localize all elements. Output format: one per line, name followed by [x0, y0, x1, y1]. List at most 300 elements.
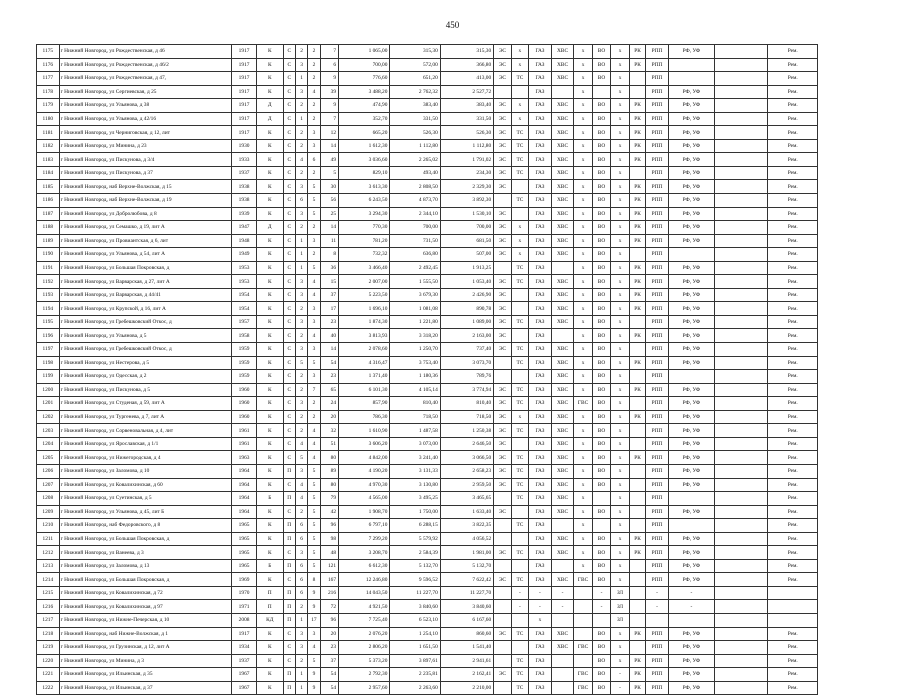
cell-rf-uf: РФ, УФ	[668, 234, 714, 248]
cell-rk: РК	[629, 112, 645, 126]
cell-living-area: 3 241,40	[390, 451, 440, 465]
cell-wall-material-code: П	[256, 600, 283, 614]
cell-private-area: 3 822,35	[440, 519, 493, 533]
cell-type-code: П	[283, 600, 295, 614]
cell-waste: х	[611, 654, 629, 668]
cell-address: г Нижний Новгород, ул Ильинская, д 35	[59, 668, 232, 682]
cell-living-area: 3 131,33	[390, 464, 440, 478]
cell-address: г Нижний Новгород, ул Пискунова, д 37	[59, 166, 232, 180]
cell-living-area: 1 180,36	[390, 370, 440, 384]
cell-heat	[511, 302, 528, 316]
cell-type-code: П	[283, 492, 295, 506]
cell-rpp: РПП	[646, 532, 669, 546]
cell-floors: 3	[308, 315, 320, 329]
cell-private-area: 5 132,70	[440, 559, 493, 573]
cell-rf-uf: РФ, УФ	[668, 627, 714, 641]
cell-wall-material-code: К	[256, 573, 283, 587]
cell-year-built: 1957	[232, 315, 257, 329]
cell-elec: ЭС	[494, 343, 511, 357]
cell-apartments: 12	[320, 126, 338, 140]
cell-apartments: 167	[320, 573, 338, 587]
cell-row-number: 1180	[37, 112, 60, 126]
cell-heat	[511, 180, 528, 194]
table-row	[37, 126, 818, 140]
cell-repair-mark: Рем.	[768, 126, 818, 140]
cell-apartments: 11	[320, 234, 338, 248]
cell-elec: ЭС	[494, 329, 511, 343]
cell-elec: ЭС	[494, 248, 511, 262]
cell-floors: 4	[308, 437, 320, 451]
cell-entrances: 2	[295, 302, 307, 316]
cell-row-number: 1179	[37, 99, 60, 113]
cell-elec	[494, 600, 511, 614]
cell-rpp: -	[646, 586, 669, 600]
cell-total-area: 776,60	[339, 72, 390, 86]
table-row	[37, 668, 818, 682]
cell-rpp: РПП	[646, 153, 669, 167]
cell-rk: РК	[629, 681, 645, 695]
cell-floors: 5	[308, 492, 320, 506]
cell-type-code: П	[283, 586, 295, 600]
cell-wall-material-code: К	[256, 464, 283, 478]
cell-entrances: 2	[295, 410, 307, 424]
cell-row-number: 1190	[37, 248, 60, 262]
cell-row-number: 1206	[37, 464, 60, 478]
cell-rpp: РПП	[646, 437, 669, 451]
cell-type-code: П	[283, 668, 295, 682]
cell-cold-water: ХВС	[551, 478, 574, 492]
cell-address: г Нижний Новгород, ул Ильинская, д 37	[59, 681, 232, 695]
cell-floors: 4	[308, 451, 320, 465]
cell-wall-material-code: К	[256, 153, 283, 167]
cell-rk	[629, 397, 645, 411]
cell-rk: РК	[629, 194, 645, 208]
cell-spare	[715, 681, 768, 695]
cell-rpp: РПП	[646, 505, 669, 519]
cell-private-area: 789,76	[440, 370, 493, 384]
cell-waste: х	[611, 532, 629, 546]
cell-rpp: РПП	[646, 207, 669, 221]
cell-repair-mark: Рем.	[768, 329, 818, 343]
cell-year-built: 1958	[232, 329, 257, 343]
cell-wall-material-code: К	[256, 478, 283, 492]
cell-address: г Нижний Новгород, ул Минина, д 3	[59, 654, 232, 668]
cell-type-code: С	[283, 451, 295, 465]
cell-rpp: РПП	[646, 343, 669, 357]
cell-wall-material-code: К	[256, 668, 283, 682]
cell-elec: ЭС	[494, 383, 511, 397]
cell-gas: х	[529, 613, 552, 627]
cell-address: г Нижний Новгород, ул Рождественская, д 47,	[59, 72, 232, 86]
cell-rf-uf: РФ, УФ	[668, 424, 714, 438]
cell-floors: 2	[308, 99, 320, 113]
cell-apartments: 20	[320, 627, 338, 641]
cell-total-area: 3 606,20	[339, 437, 390, 451]
cell-heat: ТС	[511, 478, 528, 492]
cell-elec: ЭС	[494, 315, 511, 329]
cell-cold-water: -	[551, 586, 574, 600]
cell-heat	[511, 207, 528, 221]
cell-private-area: 2 527,72	[440, 85, 493, 99]
cell-year-built: 1917	[232, 45, 257, 59]
cell-entrances: 2	[295, 221, 307, 235]
cell-rf-uf: -	[668, 586, 714, 600]
cell-type-code: С	[283, 478, 295, 492]
cell-private-area: 3 774,94	[440, 383, 493, 397]
cell-sewer: ВО	[592, 343, 610, 357]
cell-rk: РК	[629, 383, 645, 397]
cell-spare	[715, 519, 768, 533]
cell-entrances: 2	[295, 166, 307, 180]
cell-private-area: 234,30	[440, 166, 493, 180]
cell-entrances: 3	[295, 275, 307, 289]
cell-spare	[715, 180, 768, 194]
cell-rf-uf: РФ, УФ	[668, 85, 714, 99]
cell-cold-water: ХВС	[551, 302, 574, 316]
cell-spare	[715, 613, 768, 627]
cell-hot-water: х	[574, 72, 592, 86]
cell-hot-water: х	[574, 288, 592, 302]
cell-total-area: 4 316,47	[339, 356, 390, 370]
cell-hot-water: х	[574, 180, 592, 194]
cell-elec: ЭС	[494, 99, 511, 113]
cell-rk	[629, 505, 645, 519]
cell-spare	[715, 654, 768, 668]
cell-repair-mark: Рем.	[768, 343, 818, 357]
cell-private-area: 366,80	[440, 58, 493, 72]
cell-address: г Нижний Новгород, ул Добролюбова, д 8	[59, 207, 232, 221]
cell-spare	[715, 139, 768, 153]
cell-cold-water	[551, 329, 574, 343]
cell-rpp: РПП	[646, 356, 669, 370]
cell-apartments: 25	[320, 207, 338, 221]
cell-hot-water: х	[574, 505, 592, 519]
cell-floors: 5	[308, 505, 320, 519]
cell-wall-material-code: К	[256, 627, 283, 641]
table-row	[37, 437, 818, 451]
cell-cold-water	[551, 613, 574, 627]
cell-wall-material-code: К	[256, 383, 283, 397]
cell-spare	[715, 261, 768, 275]
cell-floors: 5	[308, 261, 320, 275]
cell-address: г Нижний Новгород, ул Заломова, д 10	[59, 464, 232, 478]
cell-sewer: ВО	[592, 505, 610, 519]
cell-floors: 4	[308, 275, 320, 289]
cell-cold-water: ХВС	[551, 356, 574, 370]
cell-floors: 5	[308, 654, 320, 668]
cell-apartments: 30	[320, 180, 338, 194]
cell-repair-mark: Рем.	[768, 573, 818, 587]
cell-rf-uf: РФ, УФ	[668, 478, 714, 492]
cell-floors: 9	[308, 668, 320, 682]
cell-repair-mark: Рем.	[768, 627, 818, 641]
cell-cold-water	[551, 519, 574, 533]
cell-living-area: 3 130,80	[390, 478, 440, 492]
cell-type-code: С	[283, 546, 295, 560]
cell-rpp: РПП	[646, 139, 669, 153]
cell-total-area: 4 842,00	[339, 451, 390, 465]
cell-row-number: 1210	[37, 519, 60, 533]
cell-repair-mark: Рем.	[768, 424, 818, 438]
cell-heat: ТС	[511, 126, 528, 140]
cell-entrances: 3	[295, 315, 307, 329]
cell-address: г Нижний Новгород, ул Пискунова, д 5	[59, 383, 232, 397]
cell-row-number: 1214	[37, 573, 60, 587]
cell-total-area: 7 299,20	[339, 532, 390, 546]
cell-address: г Нижний Новгород, ул Ковалихинская, д 97	[59, 600, 232, 614]
cell-elec: ЭС	[494, 478, 511, 492]
cell-row-number: 1188	[37, 221, 60, 235]
cell-apartments: 56	[320, 194, 338, 208]
cell-spare	[715, 356, 768, 370]
cell-rf-uf: РФ, УФ	[668, 288, 714, 302]
cell-apartments: 7	[320, 112, 338, 126]
cell-wall-material-code: К	[256, 519, 283, 533]
cell-floors: 2	[308, 45, 320, 59]
cell-rf-uf: РФ, УФ	[668, 221, 714, 235]
cell-waste: х	[611, 315, 629, 329]
cell-row-number: 1216	[37, 600, 60, 614]
cell-type-code: С	[283, 370, 295, 384]
cell-year-built: 1917	[232, 126, 257, 140]
table-row	[37, 532, 818, 546]
cell-apartments: 54	[320, 681, 338, 695]
cell-entrances: 1	[295, 112, 307, 126]
cell-floors: 3	[308, 139, 320, 153]
cell-rf-uf: РФ, УФ	[668, 641, 714, 655]
cell-sewer: ВО	[592, 180, 610, 194]
cell-living-area: 1 221,80	[390, 315, 440, 329]
table-row	[37, 356, 818, 370]
cell-row-number: 1192	[37, 275, 60, 289]
cell-elec: ЭС	[494, 288, 511, 302]
cell-cold-water: ХВС	[551, 166, 574, 180]
cell-wall-material-code: К	[256, 302, 283, 316]
cell-gas: ГАЗ	[529, 72, 552, 86]
cell-sewer: ВО	[592, 248, 610, 262]
cell-wall-material-code: К	[256, 261, 283, 275]
cell-sewer: ВО	[592, 275, 610, 289]
cell-repair-mark: Рем.	[768, 437, 818, 451]
cell-floors: 4	[308, 641, 320, 655]
cell-floors: 3	[308, 302, 320, 316]
cell-repair-mark: Рем.	[768, 166, 818, 180]
cell-rk	[629, 600, 645, 614]
cell-cold-water	[551, 261, 574, 275]
cell-floors: 2	[308, 410, 320, 424]
cell-type-code: С	[283, 234, 295, 248]
cell-living-area: 1 750,00	[390, 505, 440, 519]
cell-row-number: 1184	[37, 166, 60, 180]
cell-address: г Нижний Новгород, ул Рождественская, д 46	[59, 45, 232, 59]
cell-private-area: 3 465,65	[440, 492, 493, 506]
cell-wall-material-code: К	[256, 58, 283, 72]
cell-wall-material-code: К	[256, 207, 283, 221]
cell-row-number: 1194	[37, 302, 60, 316]
cell-sewer: ВО	[592, 58, 610, 72]
table-row	[37, 370, 818, 384]
cell-living-area: 2 808,50	[390, 180, 440, 194]
cell-repair-mark: Рем.	[768, 383, 818, 397]
cell-repair-mark: Рем.	[768, 464, 818, 478]
cell-wall-material-code: К	[256, 288, 283, 302]
cell-hot-water: х	[574, 85, 592, 99]
cell-rpp: РПП	[646, 668, 669, 682]
cell-elec: ЭС	[494, 546, 511, 560]
cell-repair-mark: Рем.	[768, 478, 818, 492]
cell-cold-water: ХВС	[551, 275, 574, 289]
cell-waste: х	[611, 207, 629, 221]
cell-waste: -	[611, 668, 629, 682]
cell-repair-mark: Рем.	[768, 45, 818, 59]
cell-apartments: 20	[320, 410, 338, 424]
cell-living-area: 731,50	[390, 234, 440, 248]
cell-spare	[715, 451, 768, 465]
cell-rk: РК	[629, 275, 645, 289]
cell-rpp	[646, 613, 669, 627]
cell-heat: ТС	[511, 261, 528, 275]
cell-row-number: 1187	[37, 207, 60, 221]
cell-sewer: ВО	[592, 72, 610, 86]
cell-sewer: ВО	[592, 234, 610, 248]
cell-waste: х	[611, 112, 629, 126]
cell-total-area: 6 243,50	[339, 194, 390, 208]
cell-row-number: 1220	[37, 654, 60, 668]
cell-hot-water: х	[574, 234, 592, 248]
table-row	[37, 261, 818, 275]
cell-rf-uf: РФ, УФ	[668, 275, 714, 289]
cell-cold-water: ХВС	[551, 464, 574, 478]
cell-row-number: 1221	[37, 668, 60, 682]
cell-sewer: ВО	[592, 221, 610, 235]
cell-entrances: 6	[295, 573, 307, 587]
cell-type-code: П	[283, 613, 295, 627]
table-row	[37, 166, 818, 180]
cell-waste: х	[611, 153, 629, 167]
cell-type-code: С	[283, 288, 295, 302]
cell-row-number: 1208	[37, 492, 60, 506]
cell-rf-uf: РФ, УФ	[668, 180, 714, 194]
cell-sewer: ВО	[592, 207, 610, 221]
cell-floors: 2	[308, 58, 320, 72]
cell-apartments: 51	[320, 437, 338, 451]
cell-cold-water: ХВС	[551, 505, 574, 519]
cell-rf-uf	[668, 370, 714, 384]
cell-spare	[715, 464, 768, 478]
cell-private-area: 6 167,60	[440, 613, 493, 627]
cell-private-area: 507,00	[440, 248, 493, 262]
cell-floors: 5	[308, 546, 320, 560]
cell-gas: ГАЗ	[529, 221, 552, 235]
cell-hot-water: х	[574, 221, 592, 235]
cell-year-built: 1965	[232, 546, 257, 560]
table-row	[37, 478, 818, 492]
cell-rf-uf: РФ, УФ	[668, 383, 714, 397]
cell-rk: РК	[629, 139, 645, 153]
cell-cold-water	[551, 654, 574, 668]
cell-apartments: 48	[320, 546, 338, 560]
cell-total-area: 1 610,90	[339, 424, 390, 438]
cell-private-area: 2 658,23	[440, 464, 493, 478]
table-row	[37, 180, 818, 194]
cell-spare	[715, 126, 768, 140]
cell-type-code: С	[283, 641, 295, 655]
cell-apartments: 121	[320, 559, 338, 573]
cell-repair-mark: Рем.	[768, 58, 818, 72]
cell-gas: ГАЗ	[529, 153, 552, 167]
cell-type-code: С	[283, 329, 295, 343]
cell-gas: ГАЗ	[529, 478, 552, 492]
cell-heat	[511, 370, 528, 384]
cell-private-area: 3 066,50	[440, 451, 493, 465]
cell-rk	[629, 519, 645, 533]
cell-row-number: 1215	[37, 586, 60, 600]
cell-entrances: 3	[295, 397, 307, 411]
cell-elec: ЭС	[494, 139, 511, 153]
cell-hot-water: х	[574, 478, 592, 492]
table-row	[37, 397, 818, 411]
cell-row-number: 1200	[37, 383, 60, 397]
cell-elec	[494, 85, 511, 99]
cell-elec: ЭС	[494, 275, 511, 289]
cell-type-code: С	[283, 261, 295, 275]
cell-row-number: 1189	[37, 234, 60, 248]
cell-address: г Нижний Новгород, ул Пискунова, д 3/4	[59, 153, 232, 167]
cell-hot-water: х	[574, 532, 592, 546]
cell-hot-water: х	[574, 370, 592, 384]
cell-spare	[715, 492, 768, 506]
cell-year-built: 1964	[232, 464, 257, 478]
cell-rpp: РПП	[646, 99, 669, 113]
cell-repair-mark: Рем.	[768, 85, 818, 99]
cell-type-code: С	[283, 343, 295, 357]
cell-waste: х	[611, 302, 629, 316]
cell-elec: ЭС	[494, 451, 511, 465]
cell-elec: ЭС	[494, 126, 511, 140]
cell-address: г Нижний Новгород, ул Гребешковский Откос, д	[59, 343, 232, 357]
cell-repair-mark	[768, 600, 818, 614]
cell-heat	[511, 505, 528, 519]
cell-waste: ЗЛ	[611, 586, 629, 600]
cell-wall-material-code: К	[256, 126, 283, 140]
cell-gas: ГАЗ	[529, 505, 552, 519]
cell-wall-material-code: К	[256, 451, 283, 465]
cell-address: г Нижний Новгород, ул Грузинская, д 12, лит А	[59, 641, 232, 655]
cell-row-number: 1182	[37, 139, 60, 153]
cell-type-code: С	[283, 315, 295, 329]
cell-spare	[715, 641, 768, 655]
cell-type-code: П	[283, 519, 295, 533]
cell-entrances: 3	[295, 641, 307, 655]
cell-apartments: 14	[320, 139, 338, 153]
cell-waste: х	[611, 58, 629, 72]
cell-year-built: 1960	[232, 397, 257, 411]
cell-wall-material-code: К	[256, 72, 283, 86]
cell-elec: ЭС	[494, 627, 511, 641]
cell-sewer: ВО	[592, 302, 610, 316]
cell-hot-water: х	[574, 451, 592, 465]
cell-wall-material-code: К	[256, 315, 283, 329]
cell-year-built: 1953	[232, 275, 257, 289]
cell-floors: 3	[308, 627, 320, 641]
cell-apartments: 14	[320, 343, 338, 357]
cell-waste: х	[611, 45, 629, 59]
cell-heat: ТС	[511, 194, 528, 208]
cell-hot-water: х	[574, 315, 592, 329]
cell-waste: х	[611, 166, 629, 180]
cell-spare	[715, 288, 768, 302]
cell-rpp: РПП	[646, 424, 669, 438]
